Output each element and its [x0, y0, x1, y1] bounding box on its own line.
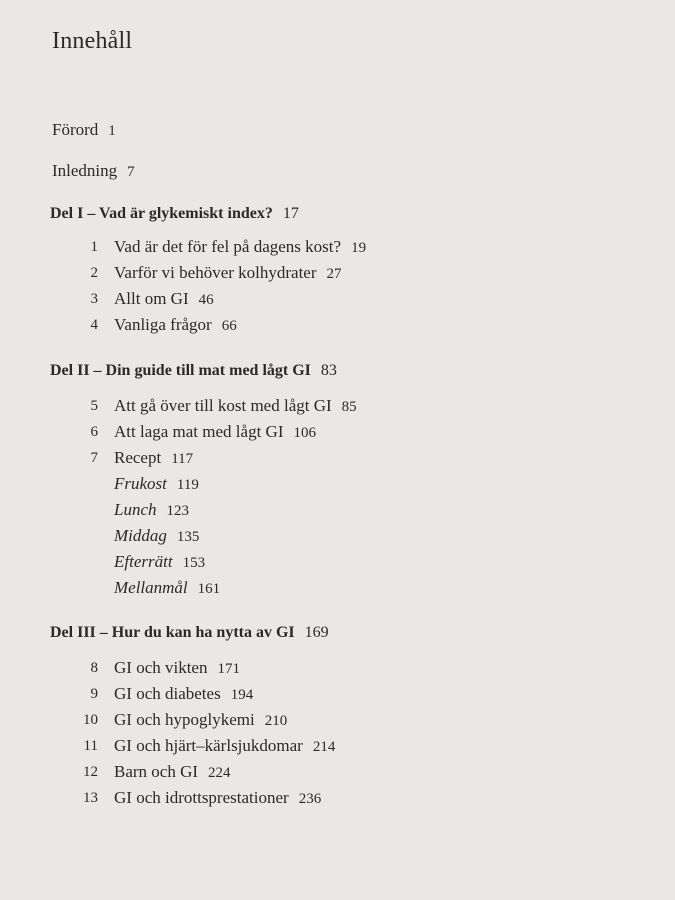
part-label: Del II – Din guide till mat med lågt GI — [50, 362, 311, 379]
chapter-number: 4 — [90, 317, 98, 333]
chapter-page: 66 — [221, 318, 237, 334]
toc-chapter — [114, 658, 240, 678]
chapter-page: 194 — [230, 687, 254, 703]
recipe-page: 123 — [166, 503, 189, 519]
entry-page: 7 — [127, 164, 135, 180]
chapter-page: 210 — [264, 713, 288, 729]
toc-part-1 — [50, 205, 299, 223]
chapter-number: 2 — [90, 265, 98, 281]
chapter-page: 46 — [198, 292, 214, 308]
chapter-number: 10 — [83, 712, 98, 728]
toc-chapter — [114, 237, 366, 257]
chapter-page: 236 — [298, 791, 322, 807]
chapter-number: 3 — [90, 291, 98, 307]
chapter-label: GI och hypoglykemi — [114, 710, 255, 729]
chapter-label: Vad är det för fel på dagens kost? — [114, 237, 342, 256]
chapter-label: GI och diabetes — [114, 684, 221, 703]
toc-chapter — [114, 788, 321, 808]
part-page: 17 — [282, 205, 299, 222]
chapter-label: Att gå över till kost med lågt GI — [114, 396, 332, 415]
toc-part-3 — [50, 624, 329, 642]
toc-part-2 — [50, 362, 337, 380]
chapter-page: 19 — [351, 240, 367, 256]
chapter-label: Recept — [114, 448, 162, 467]
chapter-number: 5 — [90, 398, 98, 414]
part-label: Del I – Vad är glykemiskt index? — [50, 205, 273, 222]
chapter-page: 214 — [312, 739, 336, 755]
toc-recipe-entry — [114, 474, 199, 494]
chapter-page: 224 — [208, 765, 231, 781]
chapter-page: 85 — [341, 399, 357, 415]
chapter-page: 171 — [217, 661, 240, 677]
entry-page: 1 — [108, 123, 116, 139]
page-title: Innehåll — [52, 28, 133, 54]
chapter-page: 117 — [171, 451, 194, 467]
recipe-page: 161 — [197, 581, 221, 597]
toc-recipe-entry — [114, 500, 189, 520]
chapter-number: 13 — [83, 790, 98, 806]
recipe-page: 153 — [182, 555, 206, 571]
chapter-number: 12 — [83, 764, 98, 780]
chapter-label: GI och idrottsprestationer — [114, 788, 289, 807]
toc-chapter — [114, 289, 214, 309]
part-label: Del III – Hur du kan ha nytta av GI — [50, 624, 295, 641]
toc-chapter — [114, 762, 231, 782]
chapter-label: Att laga mat med lågt GI — [114, 422, 284, 441]
toc-recipe-entry — [114, 578, 220, 598]
toc-chapter — [114, 315, 237, 335]
chapter-label: Varför vi behöver kolhydrater — [114, 263, 317, 282]
chapter-number: 9 — [90, 686, 98, 702]
toc-entry-forord — [52, 120, 116, 140]
recipe-label: Lunch — [114, 500, 157, 519]
recipe-label: Frukost — [114, 474, 167, 493]
chapter-label: GI och vikten — [114, 658, 208, 677]
toc-chapter — [114, 684, 253, 704]
chapter-label: Allt om GI — [114, 289, 189, 308]
toc-chapter — [114, 396, 357, 416]
toc-chapter — [114, 736, 335, 756]
chapter-number: 11 — [83, 738, 98, 754]
chapter-label: Barn och GI — [114, 762, 199, 781]
toc-chapter — [114, 263, 342, 283]
recipe-label: Mellanmål — [114, 578, 188, 597]
toc-chapter — [114, 710, 287, 730]
chapter-number: 1 — [90, 239, 98, 255]
chapter-number: 7 — [90, 450, 98, 466]
chapter-page: 27 — [326, 266, 342, 282]
part-page: 83 — [320, 362, 337, 379]
toc-entry-inledning — [52, 161, 135, 181]
chapter-number: 8 — [90, 660, 98, 676]
recipe-label: Efterrätt — [114, 552, 173, 571]
recipe-label: Middag — [114, 526, 167, 545]
toc-recipe-entry — [114, 552, 205, 572]
recipe-page: 119 — [176, 477, 199, 493]
part-page: 169 — [304, 624, 329, 641]
chapter-page: 106 — [293, 425, 316, 441]
entry-label: Inledning — [52, 161, 118, 180]
recipe-page: 135 — [176, 529, 200, 545]
toc-chapter — [114, 448, 193, 468]
chapter-label: GI och hjärt–kärlsjukdomar — [114, 736, 303, 755]
entry-label: Förord — [52, 120, 99, 139]
chapter-number: 6 — [90, 424, 98, 440]
toc-recipe-entry — [114, 526, 199, 546]
chapter-label: Vanliga frågor — [114, 315, 212, 334]
toc-chapter — [114, 422, 316, 442]
